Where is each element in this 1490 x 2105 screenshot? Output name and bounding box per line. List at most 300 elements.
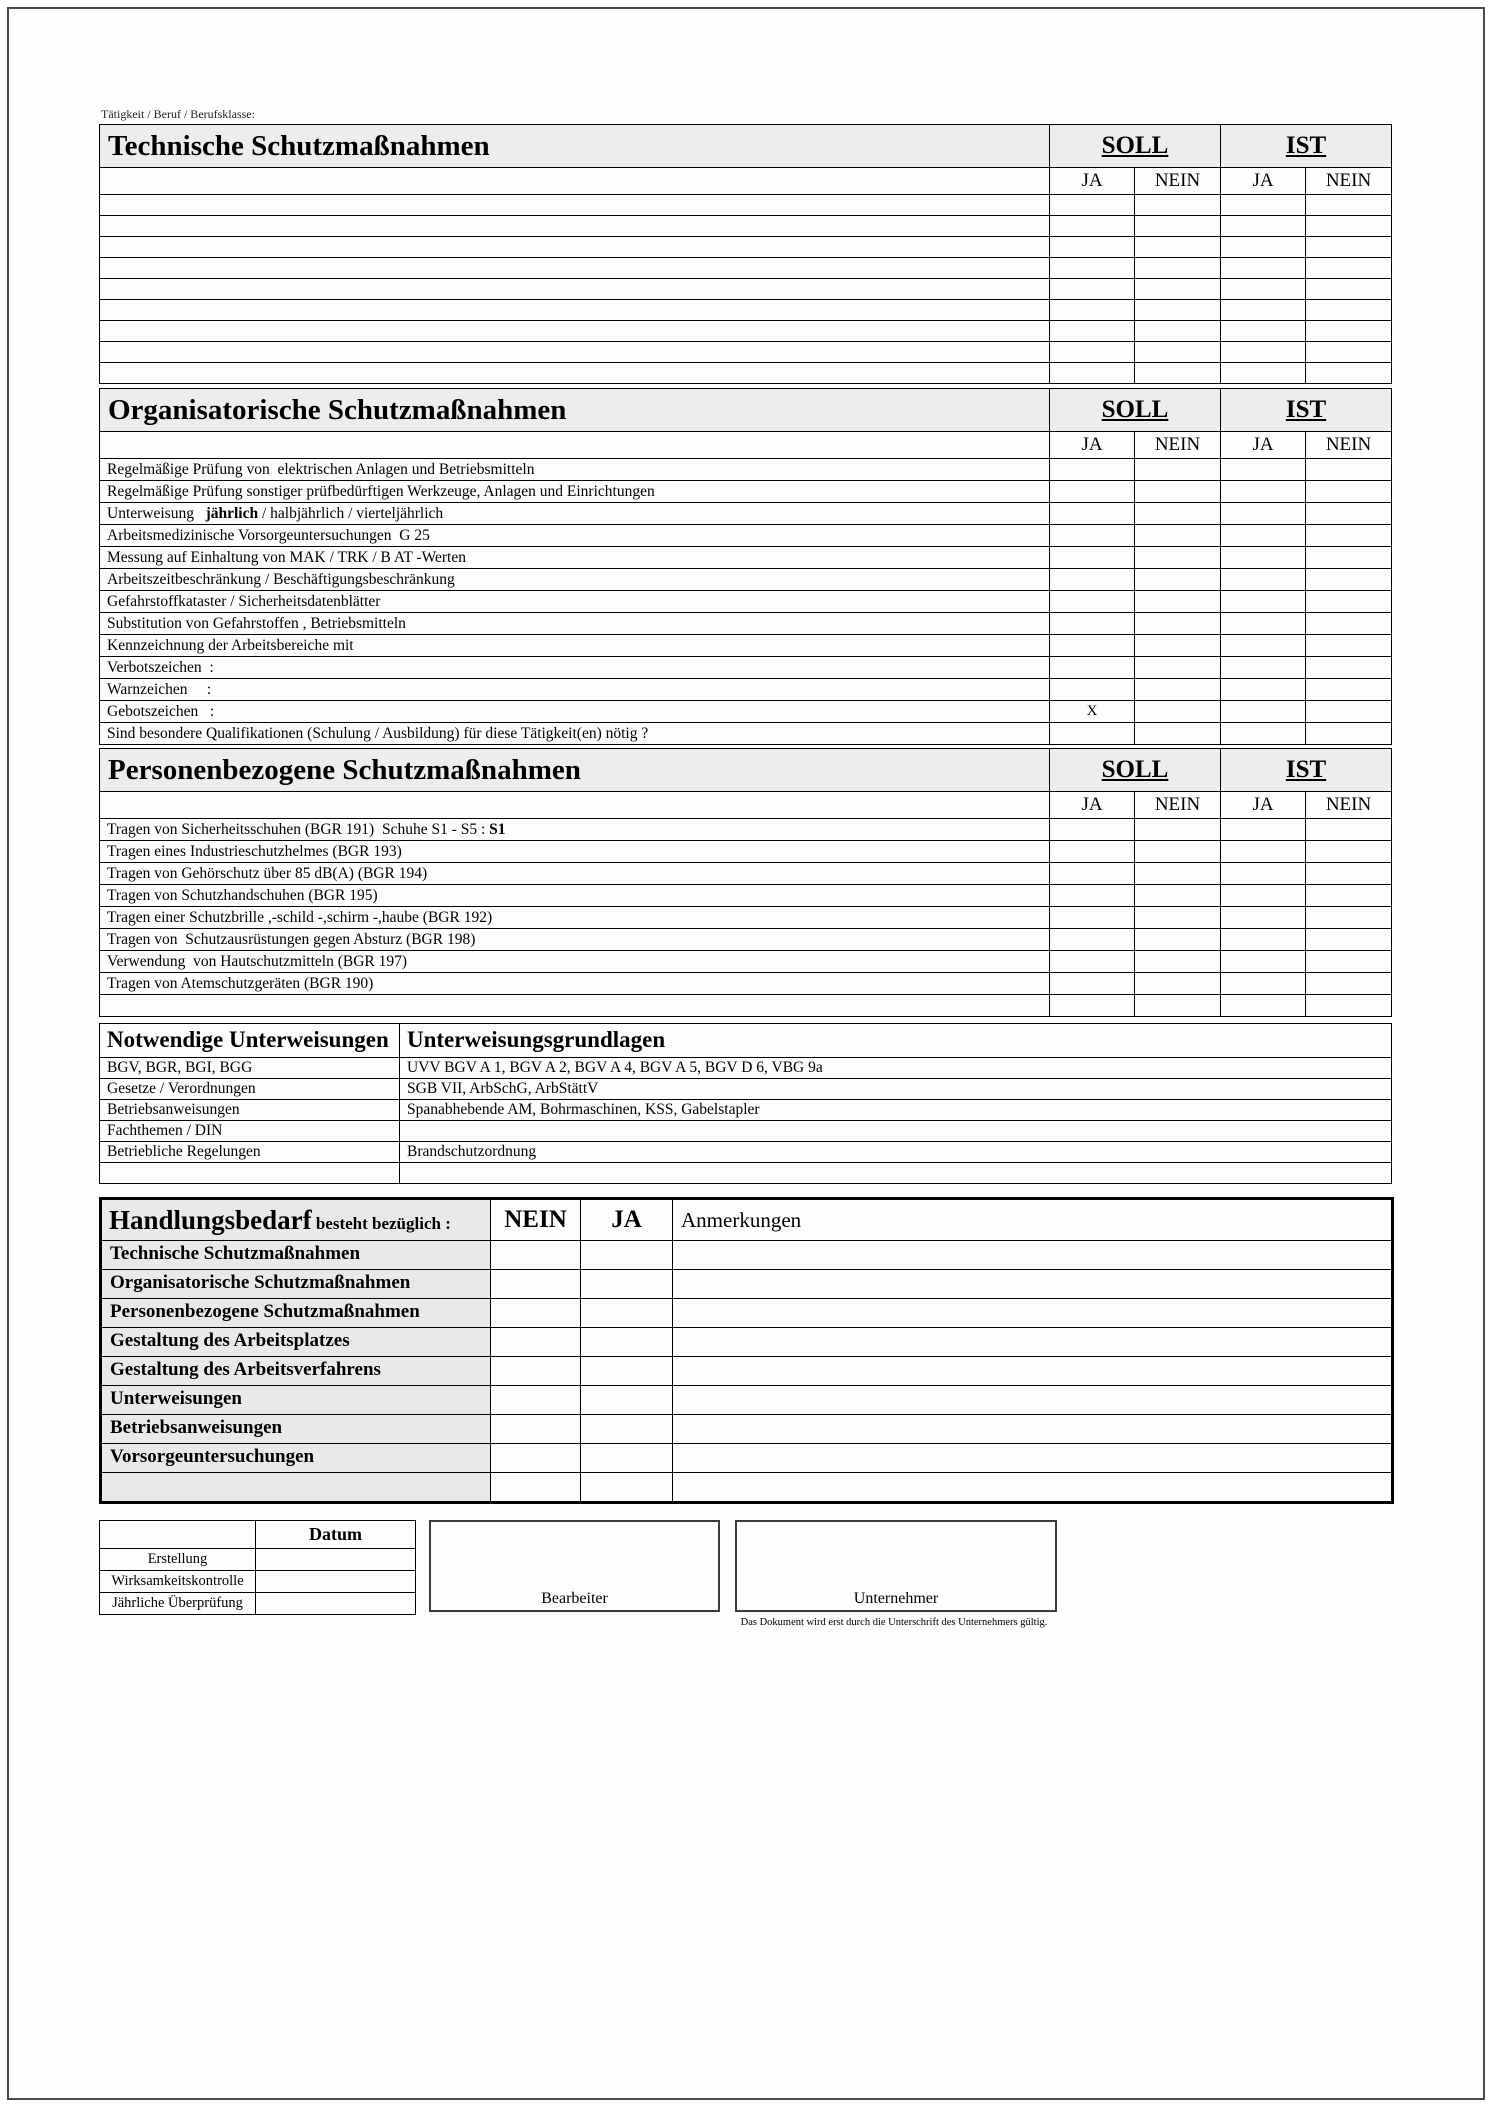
- soll-header: SOLL: [1050, 389, 1221, 432]
- ist-nein-cell[interactable]: [1306, 701, 1392, 723]
- ja-cell[interactable]: [581, 1357, 673, 1386]
- ist-nein-cell[interactable]: [1306, 569, 1392, 591]
- measure-row-label: Regelmäßige Prüfung von elektrischen Anlagen und Betriebsmitteln: [100, 459, 1050, 481]
- measure-row-label: Verwendung von Hautschutzmitteln (BGR 197): [100, 951, 1050, 973]
- ist-nein-cell[interactable]: [1306, 841, 1392, 863]
- ist-nein-cell[interactable]: [1306, 258, 1392, 279]
- soll-ja-header: JA: [1050, 792, 1135, 819]
- soll-ja-cell[interactable]: [1050, 613, 1135, 635]
- label-part: Tragen von Sicherheitsschuhen (BGR 191) Schuhe S1 - S5 :: [107, 821, 490, 838]
- ist-ja-cell[interactable]: [1221, 863, 1306, 885]
- measure-row-label: Messung auf Einhaltung von MAK / TRK / B AT -Werten: [100, 547, 1050, 569]
- soll-nein-cell[interactable]: [1135, 995, 1221, 1017]
- soll-nein-cell[interactable]: [1135, 819, 1221, 841]
- datum-row: [100, 1593, 416, 1615]
- soll-nein-cell[interactable]: [1135, 363, 1221, 384]
- subheader-spacer: [100, 432, 1050, 459]
- soll-nein-cell[interactable]: [1135, 321, 1221, 342]
- handlungsbedarf-row-label: Personenbezogene Schutzmaßnahmen: [101, 1299, 491, 1328]
- measure-row: [100, 342, 1392, 363]
- ist-nein-cell[interactable]: [1306, 503, 1392, 525]
- ist-nein-cell[interactable]: [1306, 863, 1392, 885]
- soll-nein-cell[interactable]: [1135, 342, 1221, 363]
- soll-ja-cell[interactable]: [1050, 216, 1135, 237]
- soll-nein-cell[interactable]: [1135, 635, 1221, 657]
- measure-row: [100, 591, 1392, 613]
- measure-row: [100, 679, 1392, 701]
- ja-cell[interactable]: [581, 1270, 673, 1299]
- soll-ja-cell[interactable]: [1050, 973, 1135, 995]
- ist-nein-cell[interactable]: [1306, 216, 1392, 237]
- soll-nein-cell[interactable]: [1135, 679, 1221, 701]
- ist-ja-cell[interactable]: [1221, 279, 1306, 300]
- measure-row-label: Arbeitszeitbeschränkung / Beschäftigungsbeschränkung: [100, 569, 1050, 591]
- ist-nein-cell[interactable]: [1306, 525, 1392, 547]
- measure-row-label: Warnzeichen :: [100, 679, 1050, 701]
- measure-row: [100, 569, 1392, 591]
- unterweisung-row: [100, 1100, 1392, 1121]
- measure-row: [100, 841, 1392, 863]
- datum-row-label: Wirksamkeitskontrolle: [100, 1571, 256, 1593]
- ist-ja-cell[interactable]: [1221, 951, 1306, 973]
- ist-ja-header: JA: [1221, 432, 1306, 459]
- measure-row-label: Arbeitsmedizinische Vorsorgeuntersuchungen G 25: [100, 525, 1050, 547]
- soll-ja-cell[interactable]: [1050, 258, 1135, 279]
- measure-row: [100, 503, 1392, 525]
- soll-header: SOLL: [1050, 749, 1221, 792]
- ist-ja-cell[interactable]: [1221, 635, 1306, 657]
- measure-row: [100, 195, 1392, 216]
- ist-ja-cell[interactable]: [1221, 237, 1306, 258]
- handlungsbedarf-header-row: [101, 1199, 1393, 1241]
- measure-row-label: Tragen einer Schutzbrille ,-schild -,schirm -,haube (BGR 192): [100, 907, 1050, 929]
- soll-ja-cell[interactable]: [1050, 635, 1135, 657]
- datum-table: [99, 1520, 416, 1615]
- technische-section-table: [99, 124, 1392, 384]
- soll-ja-header: JA: [1050, 168, 1135, 195]
- soll-ja-cell[interactable]: [1050, 841, 1135, 863]
- anmerkungen-column-header: Anmerkungen: [673, 1199, 1393, 1241]
- soll-nein-cell[interactable]: [1135, 951, 1221, 973]
- label-part: S1: [489, 821, 506, 838]
- ist-header: IST: [1221, 389, 1392, 432]
- soll-nein-cell[interactable]: [1135, 481, 1221, 503]
- soll-ja-cell[interactable]: [1050, 525, 1135, 547]
- measure-row: [100, 819, 1392, 841]
- ist-nein-cell[interactable]: [1306, 547, 1392, 569]
- measure-row-label: Tragen von Gehörschutz über 85 dB(A) (BGR 194): [100, 863, 1050, 885]
- soll-ja-cell[interactable]: [1050, 723, 1135, 745]
- handlungsbedarf-row-label: Gestaltung des Arbeitsverfahrens: [101, 1357, 491, 1386]
- ist-ja-cell[interactable]: [1221, 481, 1306, 503]
- soll-nein-cell[interactable]: [1135, 503, 1221, 525]
- ist-ja-header: JA: [1221, 168, 1306, 195]
- ist-ja-cell[interactable]: [1221, 591, 1306, 613]
- ist-nein-cell[interactable]: [1306, 300, 1392, 321]
- soll-ja-cell[interactable]: [1050, 657, 1135, 679]
- handlungsbedarf-row-label: Technische Schutzmaßnahmen: [101, 1241, 491, 1270]
- nein-cell[interactable]: [491, 1241, 581, 1270]
- anmerkung-cell[interactable]: [673, 1473, 1393, 1503]
- section-title-row: [100, 749, 1392, 792]
- measure-row: [100, 701, 1392, 723]
- ist-nein-cell[interactable]: [1306, 819, 1392, 841]
- handlungsbedarf-row-label: Vorsorgeuntersuchungen: [101, 1444, 491, 1473]
- measure-row: [100, 973, 1392, 995]
- handlungsbedarf-row-label: [101, 1473, 491, 1503]
- soll-ja-cell[interactable]: [1050, 279, 1135, 300]
- janein-header-row: [100, 432, 1392, 459]
- soll-ja-cell[interactable]: [1050, 363, 1135, 384]
- measure-row: [100, 321, 1392, 342]
- soll-ja-cell[interactable]: [1050, 929, 1135, 951]
- ist-ja-cell[interactable]: [1221, 613, 1306, 635]
- measure-row: [100, 279, 1392, 300]
- measure-row: [100, 547, 1392, 569]
- measure-row-label[interactable]: [100, 279, 1050, 300]
- soll-ja-cell[interactable]: [1050, 321, 1135, 342]
- measure-row-label: Verbotszeichen :: [100, 657, 1050, 679]
- nein-cell[interactable]: [491, 1299, 581, 1328]
- bearbeiter-label: Bearbeiter: [541, 1590, 608, 1607]
- form-content: [99, 107, 1391, 1628]
- label-part: Unterweisung: [107, 505, 206, 522]
- soll-ja-cell[interactable]: [1050, 863, 1135, 885]
- unterweisung-basis: UVV BGV A 1, BGV A 2, BGV A 4, BGV A 5, BGV D 6, VBG 9a: [400, 1058, 1392, 1079]
- soll-nein-cell[interactable]: [1135, 701, 1221, 723]
- ist-ja-cell[interactable]: [1221, 885, 1306, 907]
- soll-ja-cell[interactable]: [1050, 459, 1135, 481]
- label-part: / halbjährlich / vierteljährlich: [258, 505, 444, 522]
- datum-row: [100, 1549, 416, 1571]
- measure-row: [100, 657, 1392, 679]
- soll-nein-header: NEIN: [1135, 792, 1221, 819]
- soll-nein-cell[interactable]: [1135, 723, 1221, 745]
- unterweisung-topic[interactable]: [100, 1163, 400, 1184]
- unternehmer-signature-column: [735, 1520, 1057, 1628]
- datum-header: Datum: [256, 1521, 416, 1549]
- unterweisung-topic: Betriebliche Regelungen: [100, 1142, 400, 1163]
- measure-row-label[interactable]: [100, 216, 1050, 237]
- anmerkung-cell[interactable]: [673, 1357, 1393, 1386]
- unterweisungen-header-row: [100, 1024, 1392, 1058]
- unterweisung-row: [100, 1163, 1392, 1184]
- ja-cell[interactable]: [581, 1444, 673, 1473]
- ist-ja-cell[interactable]: [1221, 995, 1306, 1017]
- signature-area: [99, 1520, 1391, 1628]
- ist-nein-cell[interactable]: [1306, 321, 1392, 342]
- unterweisung-row: [100, 1121, 1392, 1142]
- ist-nein-cell[interactable]: [1306, 591, 1392, 613]
- ist-nein-cell[interactable]: [1306, 885, 1392, 907]
- measure-row-label[interactable]: [100, 321, 1050, 342]
- ist-ja-cell[interactable]: [1221, 342, 1306, 363]
- unternehmer-label: Unternehmer: [853, 1590, 939, 1607]
- soll-nein-cell[interactable]: [1135, 907, 1221, 929]
- anmerkung-cell[interactable]: [673, 1328, 1393, 1357]
- ist-nein-cell[interactable]: [1306, 363, 1392, 384]
- ist-nein-cell[interactable]: [1306, 907, 1392, 929]
- unterweisung-basis[interactable]: [400, 1121, 1392, 1142]
- ist-ja-cell[interactable]: [1221, 300, 1306, 321]
- ist-nein-header: NEIN: [1306, 168, 1392, 195]
- soll-nein-cell[interactable]: [1135, 613, 1221, 635]
- ist-ja-cell[interactable]: [1221, 819, 1306, 841]
- ja-cell[interactable]: [581, 1328, 673, 1357]
- soll-nein-cell[interactable]: [1135, 279, 1221, 300]
- unterweisung-basis: Brandschutzordnung: [400, 1142, 1392, 1163]
- ist-nein-cell[interactable]: [1306, 995, 1392, 1017]
- ist-ja-header: JA: [1221, 792, 1306, 819]
- ja-cell[interactable]: [581, 1415, 673, 1444]
- measure-row-label: Sind besondere Qualifikationen (Schulung / Ausbildung) für diese Tätigkeit(en) nötig ?: [100, 723, 1050, 745]
- nein-cell[interactable]: [491, 1357, 581, 1386]
- ist-ja-cell[interactable]: [1221, 657, 1306, 679]
- ist-ja-cell[interactable]: [1221, 907, 1306, 929]
- anmerkung-cell[interactable]: [673, 1270, 1393, 1299]
- janein-header-row: [100, 792, 1392, 819]
- nein-cell[interactable]: [491, 1386, 581, 1415]
- handlungsbedarf-row-label: Organisatorische Schutzmaßnahmen: [101, 1270, 491, 1299]
- unterweisung-basis: Spanabhebende AM, Bohrmaschinen, KSS, Gabelstapler: [400, 1100, 1392, 1121]
- measure-row: [100, 951, 1392, 973]
- measure-row: [100, 863, 1392, 885]
- ist-nein-cell[interactable]: [1306, 723, 1392, 745]
- janein-header-row: [100, 168, 1392, 195]
- ist-ja-cell[interactable]: [1221, 503, 1306, 525]
- measure-row-label: Tragen eines Industrieschutzhelmes (BGR 193): [100, 841, 1050, 863]
- soll-nein-cell[interactable]: [1135, 841, 1221, 863]
- ist-ja-cell[interactable]: [1221, 363, 1306, 384]
- soll-ja-cell[interactable]: [1050, 237, 1135, 258]
- soll-nein-header: NEIN: [1135, 432, 1221, 459]
- datum-row: [100, 1571, 416, 1593]
- soll-nein-cell[interactable]: [1135, 929, 1221, 951]
- subheader-spacer: [100, 792, 1050, 819]
- measure-row-label: [100, 503, 1050, 525]
- handlungsbedarf-table: [99, 1197, 1394, 1504]
- anmerkung-cell[interactable]: [673, 1299, 1393, 1328]
- personenbezogene-section-table: [99, 748, 1392, 1017]
- ist-nein-cell[interactable]: [1306, 195, 1392, 216]
- handlungsbedarf-row: [101, 1357, 1393, 1386]
- measure-row-label[interactable]: [100, 237, 1050, 258]
- anmerkung-cell[interactable]: [673, 1444, 1393, 1473]
- soll-ja-cell[interactable]: [1050, 547, 1135, 569]
- soll-nein-cell[interactable]: [1135, 885, 1221, 907]
- soll-header: SOLL: [1050, 125, 1221, 168]
- measure-row-label[interactable]: [100, 363, 1050, 384]
- form-sheet: [7, 7, 1485, 2100]
- ist-ja-cell[interactable]: [1221, 459, 1306, 481]
- handlungsbedarf-title-cell: [101, 1199, 491, 1241]
- unternehmer-signature-box[interactable]: [735, 1520, 1057, 1612]
- nein-cell[interactable]: [491, 1270, 581, 1299]
- unterweisung-row: [100, 1058, 1392, 1079]
- soll-ja-cell[interactable]: [1050, 195, 1135, 216]
- ist-ja-cell[interactable]: [1221, 723, 1306, 745]
- unterweisung-topic: BGV, BGR, BGI, BGG: [100, 1058, 400, 1079]
- activity-field-label: Tätigkeit / Beruf / Berufsklasse:: [101, 107, 255, 121]
- nein-cell[interactable]: [491, 1415, 581, 1444]
- ist-nein-cell[interactable]: [1306, 342, 1392, 363]
- measure-row: [100, 885, 1392, 907]
- measure-row-label: Substitution von Gefahrstoffen , Betriebsmitteln: [100, 613, 1050, 635]
- soll-nein-cell[interactable]: [1135, 195, 1221, 216]
- soll-ja-cell[interactable]: [1050, 503, 1135, 525]
- measure-row: [100, 258, 1392, 279]
- measure-row: [100, 300, 1392, 321]
- soll-nein-cell[interactable]: [1135, 459, 1221, 481]
- ist-nein-cell[interactable]: [1306, 657, 1392, 679]
- soll-nein-cell[interactable]: [1135, 591, 1221, 613]
- soll-ja-cell[interactable]: [1050, 481, 1135, 503]
- nein-cell[interactable]: [491, 1328, 581, 1357]
- soll-ja-cell[interactable]: [1050, 300, 1135, 321]
- unterweisung-topic: Betriebsanweisungen: [100, 1100, 400, 1121]
- measure-row: [100, 363, 1392, 384]
- ja-cell[interactable]: [581, 1299, 673, 1328]
- ist-nein-cell[interactable]: [1306, 973, 1392, 995]
- measure-row-label: [100, 819, 1050, 841]
- handlungsbedarf-row: [101, 1270, 1393, 1299]
- measure-row-label: Tragen von Schutzhandschuhen (BGR 195): [100, 885, 1050, 907]
- ist-ja-cell[interactable]: [1221, 195, 1306, 216]
- organisatorische-section-table: [99, 388, 1392, 745]
- anmerkung-cell[interactable]: [673, 1241, 1393, 1270]
- ist-header: IST: [1221, 125, 1392, 168]
- ja-column-header: JA: [581, 1199, 673, 1241]
- measure-row: [100, 907, 1392, 929]
- soll-nein-cell[interactable]: [1135, 216, 1221, 237]
- measure-row-label: Regelmäßige Prüfung sonstiger prüfbedürftigen Werkzeuge, Anlagen und Einrichtungen: [100, 481, 1050, 503]
- handlungsbedarf-row: [101, 1415, 1393, 1444]
- validity-note: Das Dokument wird erst durch die Unterschrift des Unternehmers gültig.: [740, 1617, 1048, 1628]
- ist-nein-cell[interactable]: [1306, 635, 1392, 657]
- ist-ja-cell[interactable]: [1221, 929, 1306, 951]
- measure-row-label[interactable]: [100, 995, 1050, 1017]
- ist-nein-cell[interactable]: [1306, 679, 1392, 701]
- ist-nein-cell[interactable]: [1306, 929, 1392, 951]
- ist-nein-cell[interactable]: [1306, 481, 1392, 503]
- measure-row: [100, 613, 1392, 635]
- handlungsbedarf-row: [101, 1241, 1393, 1270]
- unterweisung-basis[interactable]: [400, 1163, 1392, 1184]
- unterweisung-basis: SGB VII, ArbSchG, ArbStättV: [400, 1079, 1392, 1100]
- soll-ja-cell[interactable]: [1050, 885, 1135, 907]
- soll-nein-cell[interactable]: [1135, 525, 1221, 547]
- soll-ja-cell[interactable]: [1050, 342, 1135, 363]
- ist-nein-header: NEIN: [1306, 432, 1392, 459]
- datum-value-cell[interactable]: [256, 1593, 416, 1615]
- datum-value-cell[interactable]: [256, 1549, 416, 1571]
- ist-ja-cell[interactable]: [1221, 216, 1306, 237]
- datum-row-label: Jährliche Überprüfung: [100, 1593, 256, 1615]
- ja-cell[interactable]: [581, 1241, 673, 1270]
- datum-row-label: Erstellung: [100, 1549, 256, 1571]
- ist-ja-cell[interactable]: [1221, 525, 1306, 547]
- handlungsbedarf-row: [101, 1473, 1393, 1503]
- ist-ja-cell[interactable]: [1221, 973, 1306, 995]
- ist-ja-cell[interactable]: [1221, 569, 1306, 591]
- handlungsbedarf-row: [101, 1444, 1393, 1473]
- nein-cell[interactable]: [491, 1444, 581, 1473]
- ist-nein-cell[interactable]: [1306, 459, 1392, 481]
- nein-column-header: NEIN: [491, 1199, 581, 1241]
- soll-ja-cell[interactable]: [1050, 951, 1135, 973]
- ist-nein-cell[interactable]: [1306, 237, 1392, 258]
- ja-cell[interactable]: [581, 1386, 673, 1415]
- anmerkung-cell[interactable]: [673, 1386, 1393, 1415]
- nein-cell[interactable]: [491, 1473, 581, 1503]
- ja-cell[interactable]: [581, 1473, 673, 1503]
- section-title: Technische Schutzmaßnahmen: [100, 125, 1050, 168]
- soll-ja-cell[interactable]: [1050, 819, 1135, 841]
- soll-nein-cell[interactable]: [1135, 547, 1221, 569]
- ist-ja-cell[interactable]: [1221, 321, 1306, 342]
- handlungsbedarf-title-suffix: besteht bezüglich :: [311, 1213, 451, 1233]
- anmerkung-cell[interactable]: [673, 1415, 1393, 1444]
- soll-nein-cell[interactable]: [1135, 863, 1221, 885]
- ist-nein-cell[interactable]: [1306, 951, 1392, 973]
- unterweisungen-table: [99, 1023, 1392, 1184]
- ist-ja-cell[interactable]: [1221, 841, 1306, 863]
- soll-ja-cell[interactable]: X: [1050, 701, 1135, 723]
- ist-nein-cell[interactable]: [1306, 279, 1392, 300]
- ist-ja-cell[interactable]: [1221, 547, 1306, 569]
- handlungsbedarf-row: [101, 1299, 1393, 1328]
- soll-ja-header: JA: [1050, 432, 1135, 459]
- ist-ja-cell[interactable]: [1221, 701, 1306, 723]
- soll-nein-cell[interactable]: [1135, 657, 1221, 679]
- measure-row-label[interactable]: [100, 258, 1050, 279]
- ist-ja-cell[interactable]: [1221, 258, 1306, 279]
- ist-nein-cell[interactable]: [1306, 613, 1392, 635]
- measure-row: [100, 237, 1392, 258]
- handlungsbedarf-row-label: Betriebsanweisungen: [101, 1415, 491, 1444]
- measure-row: [100, 525, 1392, 547]
- soll-nein-cell[interactable]: [1135, 258, 1221, 279]
- soll-ja-cell[interactable]: [1050, 995, 1135, 1017]
- measure-row: [100, 459, 1392, 481]
- bearbeiter-signature-box[interactable]: [429, 1520, 720, 1612]
- soll-ja-cell[interactable]: [1050, 569, 1135, 591]
- ist-ja-cell[interactable]: [1221, 679, 1306, 701]
- datum-header-row: [100, 1521, 416, 1549]
- ist-header: IST: [1221, 749, 1392, 792]
- measure-row-label[interactable]: [100, 195, 1050, 216]
- soll-ja-cell[interactable]: [1050, 679, 1135, 701]
- measure-row: [100, 216, 1392, 237]
- measure-row-label[interactable]: [100, 300, 1050, 321]
- soll-nein-cell[interactable]: [1135, 973, 1221, 995]
- datum-value-cell[interactable]: [256, 1571, 416, 1593]
- soll-nein-cell[interactable]: [1135, 237, 1221, 258]
- soll-ja-cell[interactable]: [1050, 591, 1135, 613]
- ist-nein-header: NEIN: [1306, 792, 1392, 819]
- measure-row: [100, 481, 1392, 503]
- soll-ja-cell[interactable]: [1050, 907, 1135, 929]
- subheader-spacer: [100, 168, 1050, 195]
- soll-nein-cell[interactable]: [1135, 569, 1221, 591]
- measure-row-label[interactable]: [100, 342, 1050, 363]
- handlungsbedarf-row: [101, 1386, 1393, 1415]
- soll-nein-header: NEIN: [1135, 168, 1221, 195]
- measure-row-label: Tragen von Atemschutzgeräten (BGR 190): [100, 973, 1050, 995]
- section-title-row: [100, 389, 1392, 432]
- section-title-row: [100, 125, 1392, 168]
- soll-nein-cell[interactable]: [1135, 300, 1221, 321]
